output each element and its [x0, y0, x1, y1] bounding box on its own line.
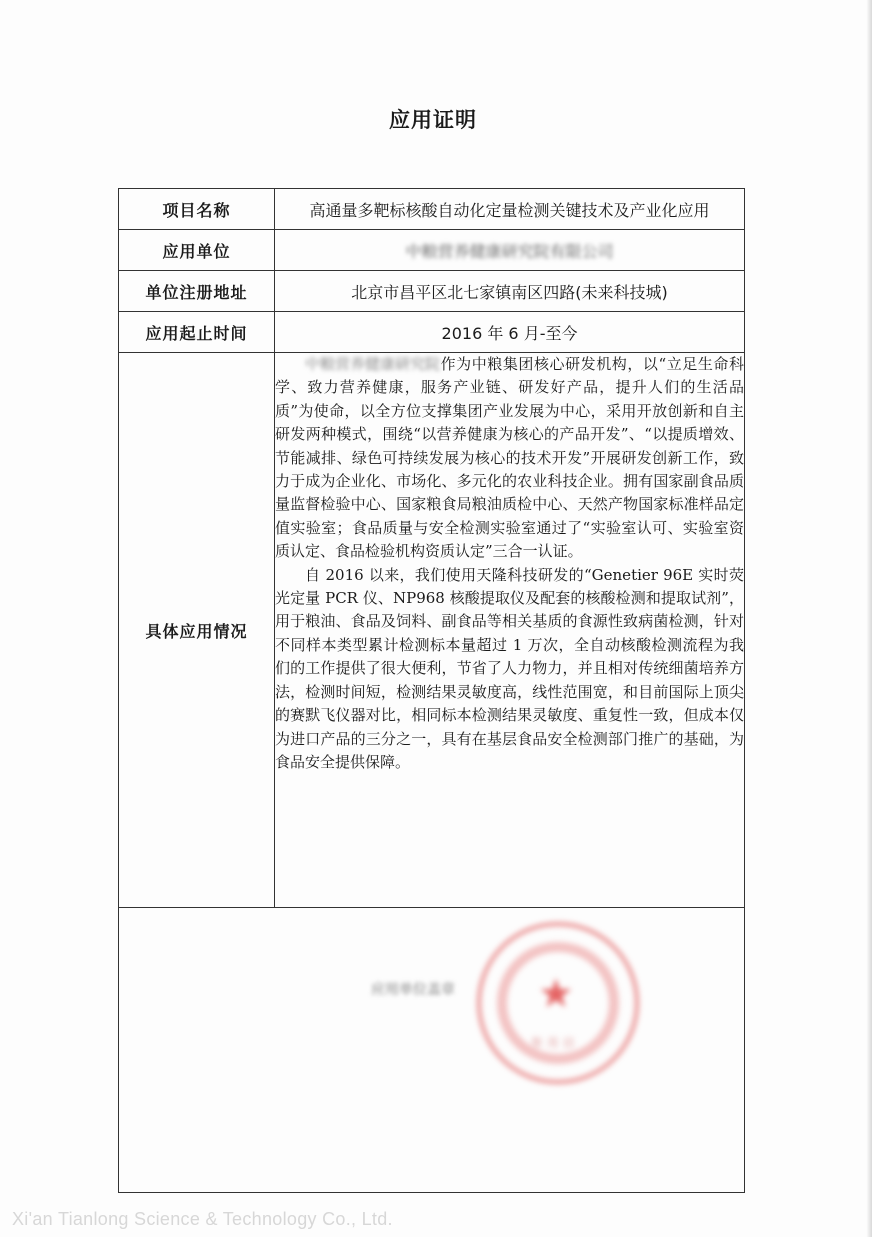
- table-row-project-name: [119, 189, 745, 230]
- label-period: 应用起止时间: [119, 312, 275, 353]
- usage-paragraph-2: 自 2016 以来，我们使用天隆科技研发的“Genetier 96E 实时荧光定量 PCR 仪、NP968 核酸提取仪及配套的核酸检测和提取试剂”，用于粮油、食品及饲料、副食品等相关基质的食源性致病菌检测，针对不同样本类型累计检测标本量超过 1 万次，全自动核酸检测流程为我们的工作提供了很大便利，节省了人力物力，并且相对传统细菌培养方法，检测时间短，检测结果灵敏度高，线性范围宽，和目前国际上顶尖的赛默飞仪器对比，相同标本检测结果灵敏度、重复性一致，但成本仅为进口产品的三分之一，具有在基层食品安全检测部门推广的基础，为食品安全提供保障。: [275, 565, 744, 771]
- label-usage: 具体应用情况: [119, 353, 275, 908]
- usage-content: [275, 353, 745, 908]
- table-row-applicant: [119, 230, 745, 271]
- company-watermark: Xi'an Tianlong Science & Technology Co., Ltd.: [12, 1209, 393, 1229]
- redacted-org-name: 中粮营养健康研究院: [305, 355, 441, 373]
- table-row-period: [119, 312, 745, 353]
- scan-edge: [866, 0, 872, 1237]
- label-applicant: 应用单位: [119, 230, 275, 271]
- value-period: 2016 年 6 月-至今: [275, 312, 745, 353]
- table-row-address: [119, 271, 745, 312]
- usage-paragraph-1-text: 作为中粮集团核心研发机构，以“立足生命科学、致力营养健康，服务产业链、研发好产品，提升人们的生活品质”为使命，以全方位支撑集团产业发展为中心，采用开放创新和自主研发两种模式，围绕“以营养健康为核心的产品开发”、“以提质增效、节能减排、绿色可持续发展为核心的技术开发”开展研发创新工作，致力于成为企业化、市场化、多元化的农业科技企业。拥有国家副食品质量监督检验中心、国家粮食局粮油质检中心、天然产物国家标准样品定值实验室；食品质量与安全检测实验室通过了“实验室认可、实验室资质认定、食品检验机构资质认定”三合一认证。: [275, 355, 744, 561]
- label-address: 单位注册地址: [119, 271, 275, 312]
- certificate-table: [118, 188, 745, 1193]
- table-row-stamp: [119, 908, 745, 1193]
- seal-date: 年 月 日: [531, 1036, 575, 1050]
- red-seal-stamp: [477, 922, 639, 1084]
- usage-paragraph-1: [275, 353, 744, 564]
- value-applicant: [275, 230, 745, 271]
- value-project-name: 高通量多靶标核酸自动化定量检测关键技术及产业化应用: [275, 189, 745, 230]
- redacted-applicant-name: 中粮营养健康研究院有限公司: [405, 241, 614, 261]
- stamp-area: [119, 908, 745, 1193]
- seal-star-icon: ★: [538, 971, 574, 1017]
- redacted-stamp-label: 应用单位盖章: [371, 982, 455, 998]
- value-address: 北京市昌平区北七家镇南区四路(未来科技城): [275, 271, 745, 312]
- label-project-name: 项目名称: [119, 189, 275, 230]
- table-row-usage: [119, 353, 745, 908]
- document-title: 应用证明: [389, 108, 477, 132]
